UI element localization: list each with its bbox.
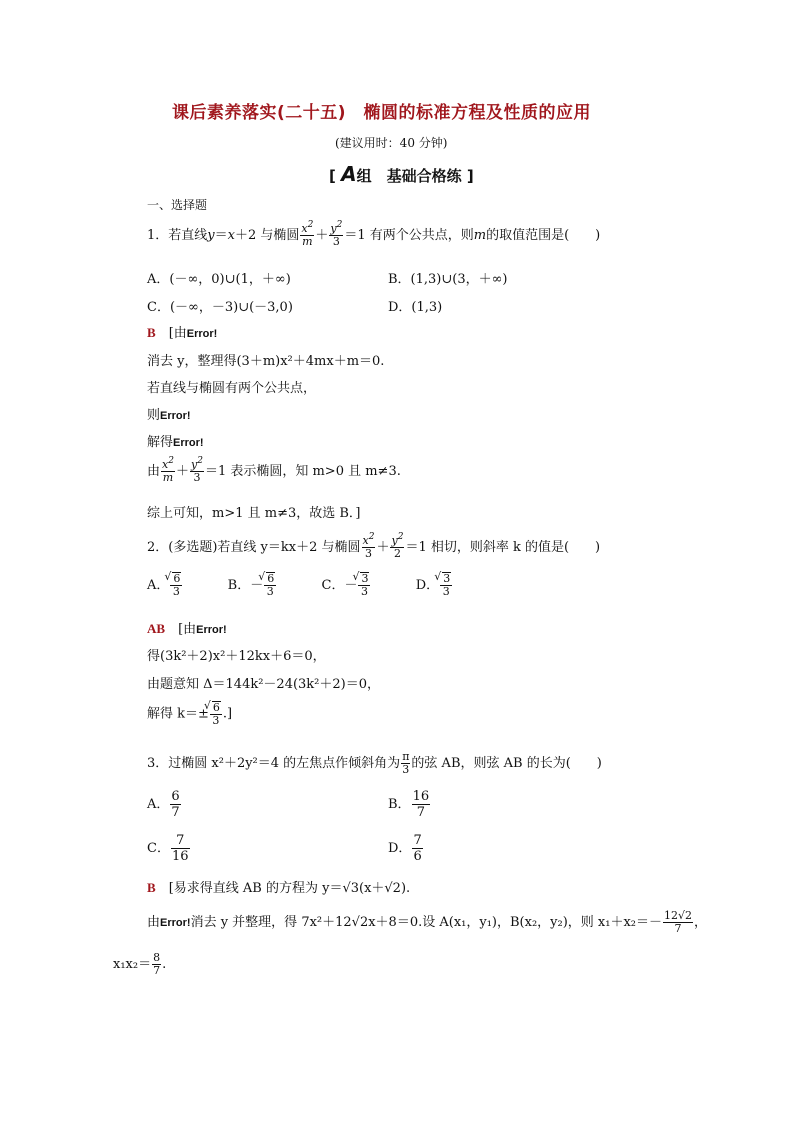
q3-solution-line1: B [易求得直线 AB 的方程为 y＝√3(x＋√2).: [147, 880, 411, 896]
q3-option-c: C． $\frac{7}{16}$: [147, 833, 189, 864]
fraction: √ $\frac{3}{3}$: [358, 572, 370, 598]
fraction: $\frac{y^2}{2}$: [391, 532, 404, 560]
q1-solution-line4: 则Error!: [147, 408, 191, 423]
q2-solution-line1: AB [由Error!: [147, 621, 227, 637]
fraction: √ $\frac{6}{3}$: [210, 701, 222, 727]
q1-solution-line7: 综上可知，m>1 且 m≠3，故选 B．]: [147, 506, 361, 521]
group-heading: [329, 162, 474, 186]
q3-option-a: A． $\frac{6}{7}$: [147, 789, 180, 820]
fraction: $\frac{16}{7}$: [412, 789, 430, 820]
q1-solution-line5: 解得Error!: [147, 435, 204, 450]
fraction: $\frac{7}{6}$: [413, 833, 422, 864]
q1-solution-line3: 若直线与椭圆有两个公共点，: [147, 381, 317, 396]
error-text: Error!: [186, 328, 218, 340]
q2-solution-line4: 解得 k＝± √ $\frac{6}{3}$ .]: [147, 701, 232, 727]
error-text: Error!: [173, 437, 204, 449]
fraction: $\frac{12√2}{7}$: [664, 909, 693, 935]
fraction: $\frac{6}{7}$: [171, 789, 180, 820]
section-label: 一、选择题: [147, 198, 208, 212]
q3-option-d: D． $\frac{7}{6}$: [388, 833, 422, 864]
error-text: Error!: [160, 917, 191, 929]
q2-solution-line2: 得(3k²＋2)x²＋12kx＋6＝0，: [147, 649, 326, 664]
fraction: √ $\frac{6}{3}$: [264, 572, 276, 598]
fraction: $\frac{y^2}{3}$: [190, 456, 203, 484]
fraction: √ $\frac{6}{3}$: [170, 572, 182, 598]
q1-solution-line6: 由 $\frac{x^2}{m}$ ＋ $\frac{y^2}{3}$ ＝1 表示椭圆，知 m>0 且 m≠3.: [147, 456, 401, 484]
q2-answer: AB: [147, 621, 166, 636]
fraction: $\frac{8}{7}$: [153, 951, 161, 977]
q1-solution-line1: B [由Error!: [147, 325, 218, 341]
q1-answer: B: [147, 325, 156, 340]
q3-solution-line2: 由Error!消去 y 并整理，得 7x²＋12√2x＋8＝0.设 A(x₁，y₁)，B(x₂，y₂)，则 x₁＋x₂＝－ $\frac{12√2}{7}$ ，: [147, 909, 708, 935]
q3-option-b: B． $\frac{16}{7}$: [388, 789, 430, 820]
bracket-left: [: [329, 167, 336, 185]
q2-options: [147, 572, 453, 598]
error-text: Error!: [160, 410, 191, 422]
q2-option-a: A． √ $\frac{6}{3}$: [147, 578, 183, 593]
fraction: $\frac{\pi}{3}$: [402, 750, 410, 776]
error-text: Error!: [196, 624, 227, 636]
fraction: $\frac{y^2}{3}$: [330, 220, 343, 248]
time-hint: (建议用时：40 分钟): [335, 136, 448, 150]
page-title: 课后素养落实(二十五) 椭圆的标准方程及性质的应用: [172, 103, 592, 123]
q1-stem: 1．若直线y＝x＋2 与椭圆 $\frac{x^2}{m}$ ＋ $\frac{y^2}{3}$ ＝1 有两个公共点，则m的取值范围是( ): [147, 220, 601, 248]
fraction: $\frac{x^2}{3}$: [362, 532, 375, 560]
group-label: 组 基础合格练: [356, 167, 462, 185]
q2-stem: 2．(多选题)若直线 y＝kx＋2 与椭圆 $\frac{x^2}{3}$ ＋ $\frac{y^2}{2}$ ＝1 相切，则斜率 k 的值是( ): [147, 532, 601, 560]
bracket-right: ]: [466, 167, 474, 185]
fraction: $\frac{x^2}{m}$: [301, 220, 314, 248]
q2-option-b: B．－ √ $\frac{6}{3}$: [228, 578, 278, 593]
q2-option-c: C．－ √ $\frac{3}{3}$: [322, 578, 372, 593]
q2-solution-line3: 由题意知 Δ＝144k²－24(3k²＋2)＝0，: [147, 677, 381, 692]
fraction: $\frac{7}{16}$: [171, 833, 189, 864]
fraction: $\frac{x^2}{m}$: [162, 456, 174, 484]
q3-solution-line3: x₁x₂＝ $\frac{8}{7}$ .: [113, 951, 167, 977]
q2-option-d: D． √ $\frac{3}{3}$: [416, 578, 453, 593]
q1-option-b: B．(1,3)∪(3，＋∞): [388, 272, 508, 287]
q3-stem: 3．过椭圆 x²＋2y²＝4 的左焦点作倾斜角为 $\frac{\pi}{3}$ 的弦 AB，则弦 AB 的长为( ): [147, 750, 602, 776]
fraction: √ $\frac{3}{3}$: [440, 572, 452, 598]
group-letter: A: [341, 162, 357, 186]
q1-option-d: D．(1,3): [388, 300, 443, 315]
q1-option-c: C．(－∞，－3)∪(－3,0): [147, 300, 293, 315]
q1-solution-line2: 消去 y，整理得(3＋m)x²＋4mx＋m＝0.: [147, 354, 385, 369]
q3-answer: B: [147, 880, 156, 895]
q1-option-a: A．(－∞，0)∪(1，＋∞): [147, 272, 291, 287]
